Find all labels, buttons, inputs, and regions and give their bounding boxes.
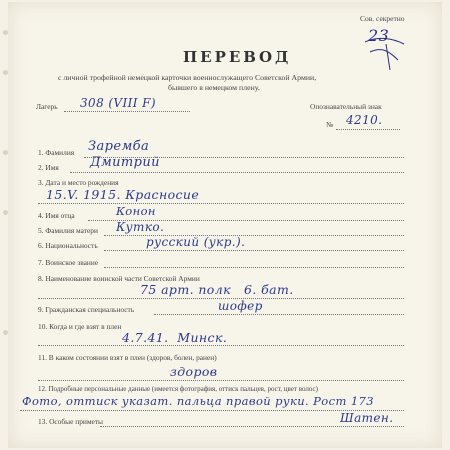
field-mother-label: 5. Фамилия матери <box>38 226 98 235</box>
document-subtitle-line1: с личной трофейной немецкой карточки военнослужащего Советской Армии, <box>58 73 317 82</box>
field-capture-value: 4.7.41. Минск. <box>122 330 228 345</box>
field-capture-label: 10. Когда и где взят в плен <box>38 322 122 331</box>
field-condition-value: здоров <box>170 364 218 379</box>
camp-label: Лагерь <box>36 102 58 111</box>
id-tag-label: Опознавательный знак <box>310 102 382 111</box>
handwritten-scribble <box>360 34 420 74</box>
field-condition-label: 11. В каком состоянии взят в плен (здоров, болен, ранен) <box>38 353 217 362</box>
field-birth-label: 3. Дата и место рождения <box>38 178 119 187</box>
field-special-marks-label: 13. Особые приметы <box>38 417 104 426</box>
punch-holes <box>0 0 14 450</box>
field-father-label: 4. Имя отца <box>38 211 75 220</box>
field-father-value: Конон <box>116 204 156 218</box>
field-surname-value: Заремба <box>88 139 150 154</box>
classification-mark: Сов. секретно <box>360 14 405 23</box>
field-surname-label: 1. Фамилия <box>38 148 75 157</box>
field-name-value: Дмитрий <box>90 155 160 170</box>
field-name-label: 2. Имя <box>38 163 59 172</box>
field-profession-value: шофер <box>218 299 263 313</box>
id-tag-number: 4210. <box>346 113 383 127</box>
field-personal-data-value: Фото, оттиск указат. пальца правой руки. Рост 173 <box>22 394 374 408</box>
field-nationality-label: 6. Национальность <box>38 241 98 250</box>
field-unit-value: 75 арт. полк 6. бат. <box>140 282 294 297</box>
field-personal-data-label: 12. Подробные персональные данные (имеется фотография, оттиск пальцев, рост, цвет волос) <box>38 385 318 393</box>
document-subtitle-line2: бывшего в немецком плену. <box>168 83 260 92</box>
field-nationality-value: русский (укр.). <box>146 235 246 249</box>
field-special-marks-value: Шатен. <box>340 411 394 425</box>
field-unit-label: 8. Наименование воинской части Советской Армии <box>38 274 200 283</box>
id-tag-prefix: № <box>326 120 334 129</box>
field-profession-label: 9. Гражданская специальность <box>38 305 135 314</box>
field-rank-label: 7. Воинское звание <box>38 258 99 267</box>
field-birth-value: 15.V. 1915. Красносие <box>46 187 200 202</box>
field-mother-value: Кутко. <box>116 220 165 234</box>
handwritten-stamp-number: 23 <box>368 26 390 45</box>
camp-value: 308 (VIII F) <box>80 96 156 110</box>
document-title: ПЕРЕВОД <box>183 48 292 66</box>
